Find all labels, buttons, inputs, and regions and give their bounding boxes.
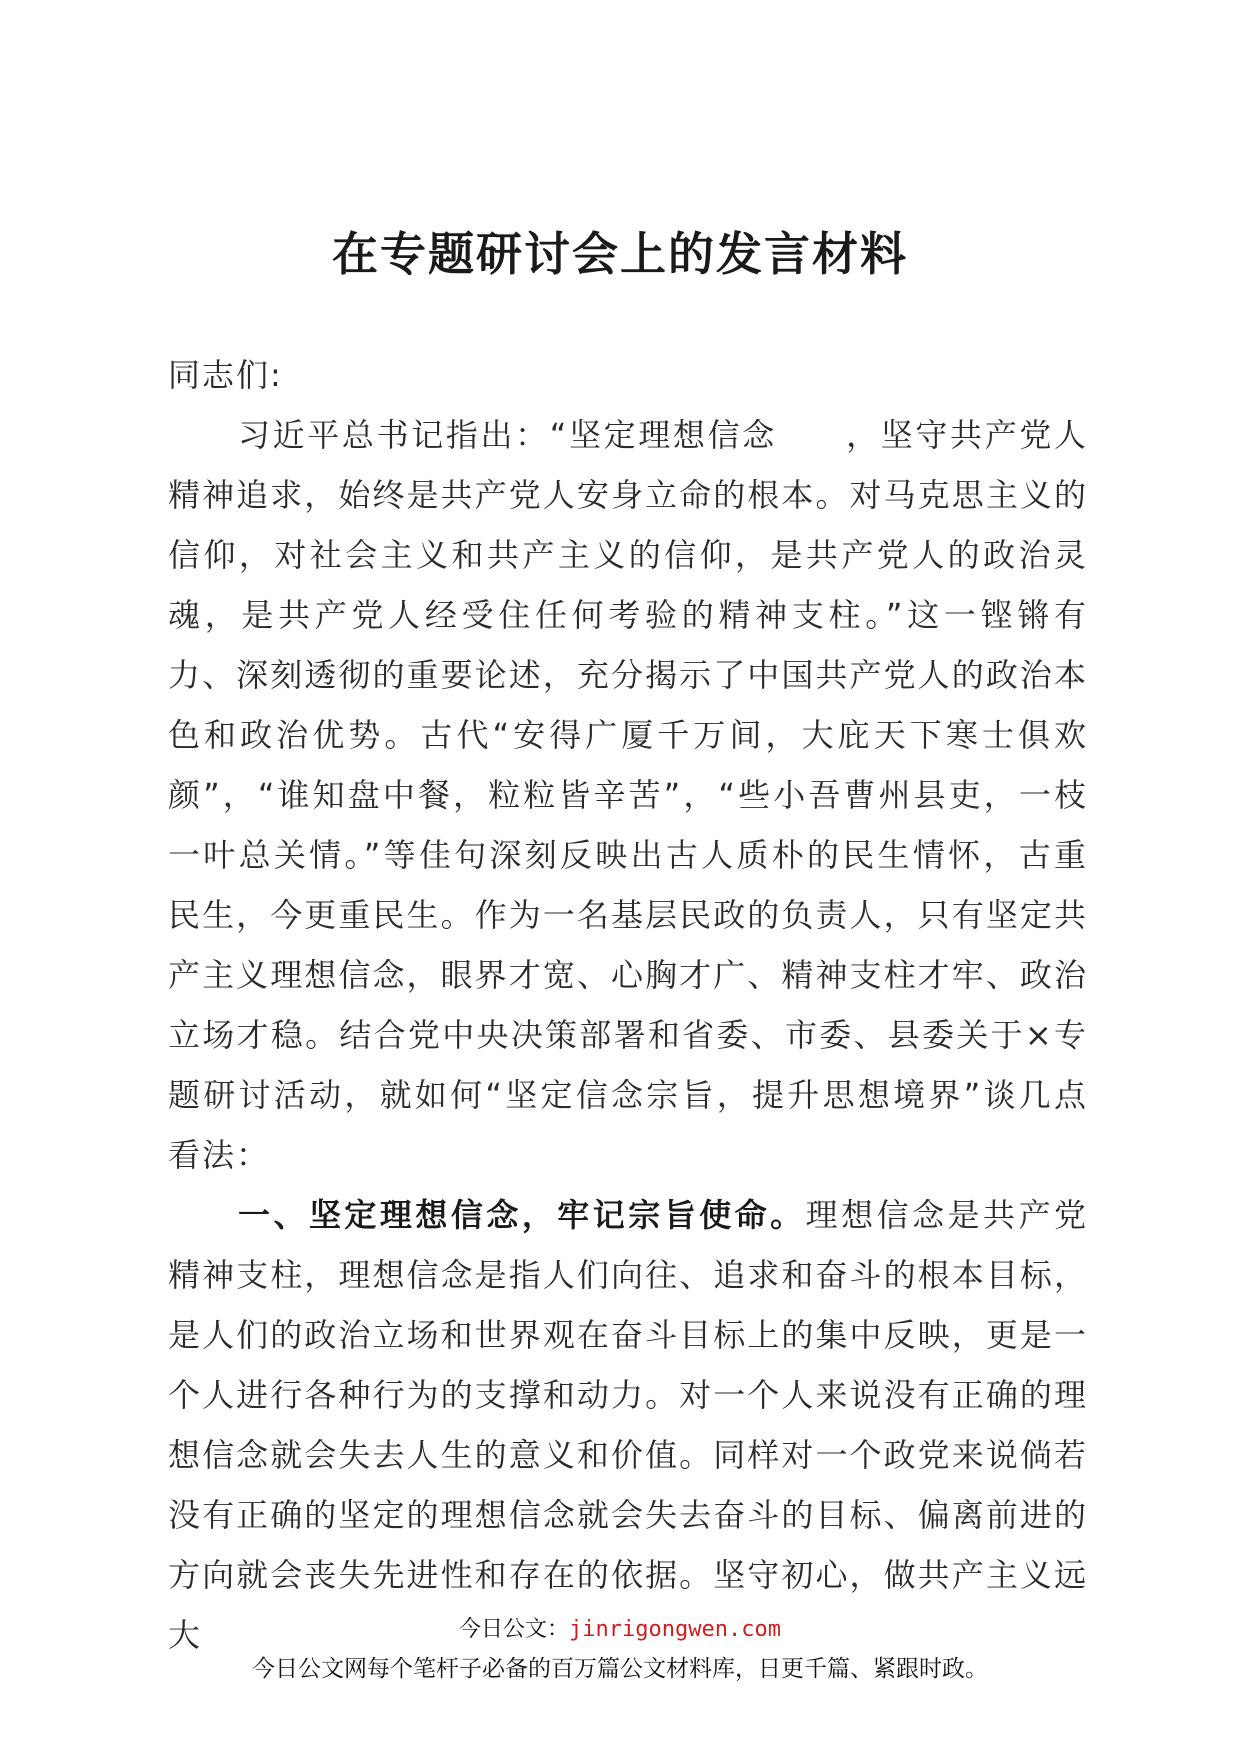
footer-site-link[interactable]: jinrigongwen.com: [569, 1617, 781, 1642]
paragraph-section-1: [168, 1185, 1088, 1665]
section-1-text: 理想信念是共产党精神支柱，理想信念是指人们向往、追求和奋斗的根本目标，是人们的政治立场和世界观在奋斗目标上的集中反映，更是一个人进行各种行为的支撑和动力。对一个人来说没有正确的理想信念就会失去人生的意义和价值。同样对一个政党来说倘若没有正确的坚定的理想信念就会失去奋斗的目标、偏离前进的方向就会丧失先进性和存在的依据。坚守初心，做共产主义远大: [168, 1196, 1088, 1654]
salutation: 同志们:: [168, 356, 283, 394]
footer-slogan: 今日公文网每个笔杆子必备的百万篇公文材料库，日更千篇、紧跟时政。: [252, 1656, 988, 1682]
document-title: 在专题研讨会上的发言材料: [332, 227, 908, 281]
document-body: [168, 345, 1088, 1665]
footer-site-line: [0, 1612, 1240, 1643]
footer-site-label: 今日公文：: [459, 1617, 570, 1642]
paragraph-intro: 习近平总书记指出：“坚定理想信念 ，坚守共产党人精神追求，始终是共产党人安身立命的根本。对马克思主义的信仰，对社会主义和共产主义的信仰，是共产党人的政治灵魂，是共产党人经受住任何考验的精神支柱。”这一铿锵有力、深刻透彻的重要论述，充分揭示了中国共产党人的政治本色和政治优势。古代“安得广厦千万间，大庇天下寒士俱欢颜”，“谁知盘中餐，粒粒皆辛苦”，“些小吾曹州县吏，一枝一叶总关情。”等佳句深刻反映出古人质朴的民生情怀，古重民生，今更重民生。作为一名基层民政的负责人，只有坚定共产主义理想信念，眼界才宽、心胸才广、精神支柱才牢、政治立场才稳。结合党中央决策部署和省委、市委、县委关于×专题研讨活动，就如何“坚定信念宗旨，提升思想境界”谈几点看法：: [168, 416, 1088, 1174]
section-1-heading: 一、坚定理想信念，牢记宗旨使命。: [238, 1196, 806, 1234]
